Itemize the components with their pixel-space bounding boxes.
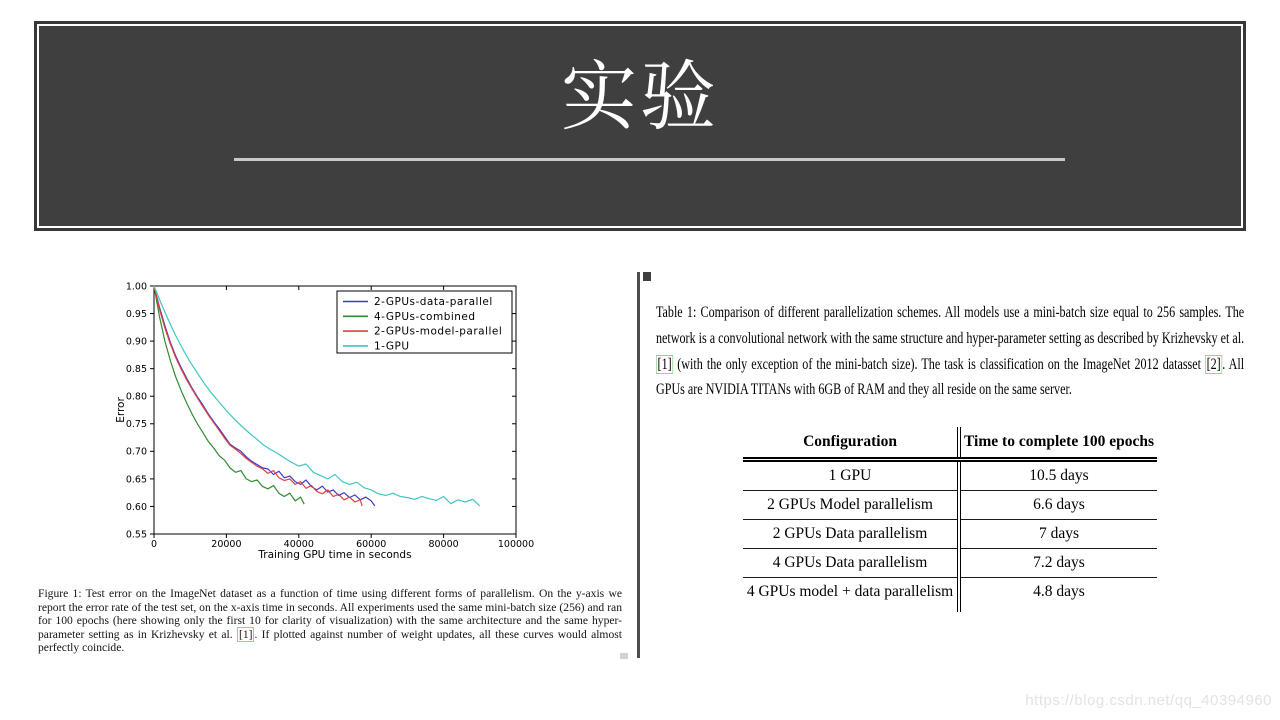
table-header-row [743,427,1157,460]
title-underline [234,158,1065,161]
x-tick-label: 0 [150,539,158,550]
table-cell: 4 GPUs Data parallelism [743,549,959,578]
caption-text: (with the only exception of the mini-batch size). The task is classification on the ImageNet 2012 datasset [673,355,1206,373]
citation-link: [1] [657,355,672,373]
title-banner-inner [39,26,1241,226]
x-tick-label: 40000 [283,539,314,550]
table-row [743,460,1157,491]
y-tick-label: 0.55 [125,529,147,541]
x-tick-label: 100000 [497,539,535,550]
y-tick-label: 0.95 [125,308,147,320]
y-tick-label: 0.80 [125,391,147,403]
series-line-2-GPUs-model-parallel [154,286,362,506]
x-tick-label: 80000 [428,539,459,550]
column-divider-cap [643,272,651,281]
x-tick-label: 20000 [211,539,242,550]
legend-label: 4-GPUs-combined [374,310,476,323]
table-header-cell: Time to complete 100 epochs [959,427,1157,460]
caption-text: Figure 1: Test error on the ImageNet dataset as a function of time using different forms of parallelism. On the y-axis we report the error rate of the test set, on the x-axis time in seconds. All experiments used the same mini-batch size (256) and ran for 100 epochs (here showing only the first 10 for clarity of visualization) with the same architecture and the same hyper-parameter setting as in Krizhevsky et al. [38,587,622,641]
y-tick-label: 0.70 [125,446,147,458]
series-line-4-GPUs-combined [154,286,304,504]
table-cell: 10.5 days [959,460,1157,491]
slide-title: 实验 [561,55,719,140]
table-divider-extension [957,601,961,612]
y-tick-label: 0.90 [125,336,147,348]
figure-caption [38,587,622,655]
table-row [743,520,1157,549]
citation-link: [1] [238,627,253,641]
table-row [743,491,1157,520]
y-tick-label: 1.00 [125,281,147,293]
y-tick-label: 0.75 [125,419,147,431]
y-tick-label: 0.60 [125,501,147,513]
table-row [743,549,1157,578]
table-cell: 2 GPUs Data parallelism [743,520,959,549]
table-cell: 1 GPU [828,467,872,484]
results-table [743,427,1157,606]
title-banner [34,21,1246,231]
x-tick-label: 60000 [356,539,387,550]
column-divider-foot [620,653,628,659]
legend-label: 1-GPU [374,340,410,353]
table-cell: 6.6 days [959,491,1157,520]
watermark-url: https://blog.csdn.net/qq_40394960 [1025,692,1272,709]
caption-text: Table 1: Comparison of different parallelization schemes. All models use a mini-batch size equal to 256 samples. The network is a convolutional network with the same structure and hyper-parameter setting as described by Krizhevsky et al. [656,304,1245,347]
y-tick-label: 0.85 [125,364,147,376]
y-tick-label: 0.65 [125,474,147,486]
column-divider-line [637,272,640,658]
table-cell: 4 GPUs model + data parallelism [743,578,959,607]
table-cell: 4.8 days [959,578,1157,607]
table-header-cell: Configuration [743,427,959,460]
table-caption [656,300,1244,403]
x-axis-label: Training GPU time in seconds [258,549,412,560]
caption-text: . All GPUs are NVIDIA TITANs with 6GB of RAM and they all reside on the same server. [656,355,1245,399]
legend-label: 2-GPUs-model-parallel [374,325,503,338]
table-row [743,578,1157,607]
caption-text: . If plotted against number of weight updates, all these curves would almost perfectly coincide. [38,627,622,654]
table-cell: 2 GPUs Model parallelism [743,491,959,520]
legend-label: 2-GPUs-data-parallel [374,296,493,309]
y-axis-label: Error [115,397,127,423]
table-cell: 7 days [959,520,1157,549]
table-cell: 7.2 days [959,549,1157,578]
error-vs-time-chart [110,273,550,560]
citation-link: [2] [1206,355,1221,373]
